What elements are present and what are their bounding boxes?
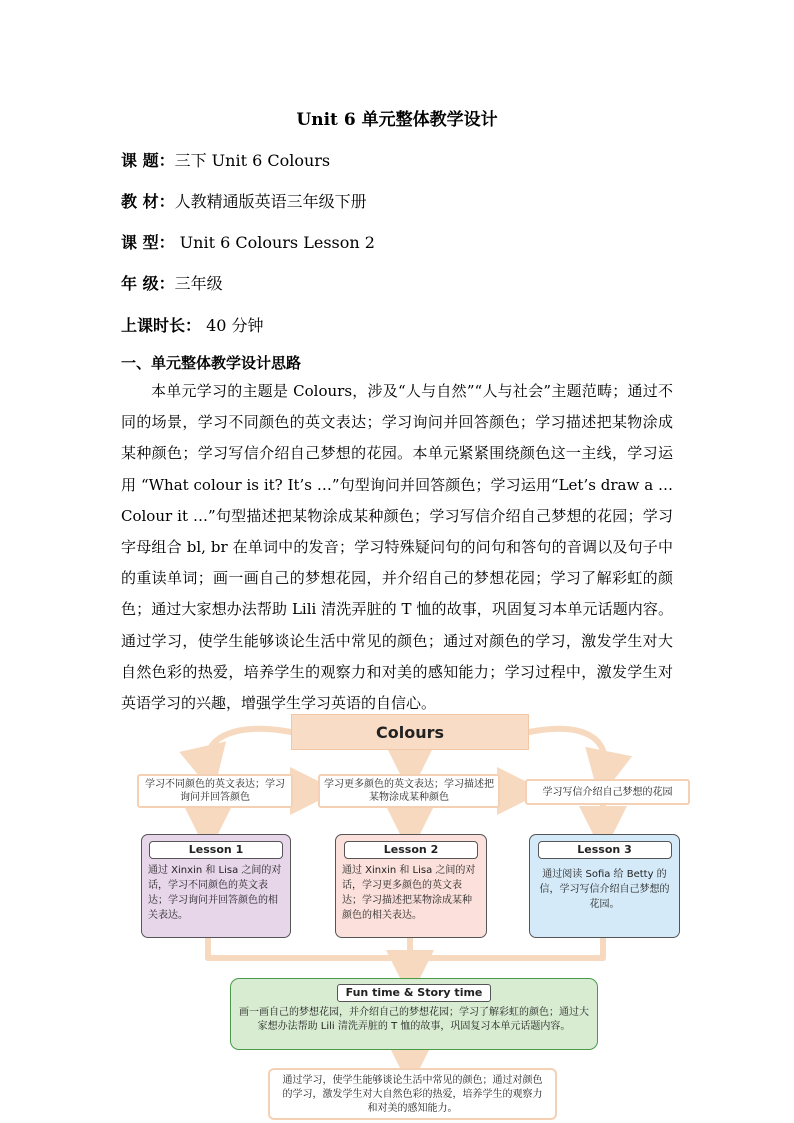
lesson-2-box	[335, 834, 487, 938]
lesson-3-title: Lesson 3	[538, 841, 672, 859]
meta-duration	[121, 313, 264, 336]
lesson-3-box	[529, 834, 680, 938]
lesson-2-text: 通过 Xinxin 和 Lisa 之间的对话，学习更多颜色的英文表达；学习描述把某物涂成某种颜色的相关表达。	[342, 865, 476, 921]
fun-time-text: 画一画自己的梦想花园，并介绍自己的梦想花园；学习了解彩虹的颜色；通过大家想办法帮助 Lili 清洗弄脏的 T 恤的故事，巩固复习本单元话题内容。	[239, 1007, 589, 1032]
goal-box: 通过学习，使学生能够谈论生活中常见的颜色；通过对颜色的学习，激发学生对大自然色彩的热爱，培养学生的观察力和对美的感知能力。	[268, 1068, 557, 1120]
meta-subject-label: 课 题：	[121, 151, 175, 170]
meta-grade	[121, 271, 223, 294]
meta-subject	[121, 148, 330, 171]
meta-textbook-value: 人教精通版英语三年级下册	[174, 192, 367, 211]
connector-left-arc	[207, 729, 291, 770]
document-title: Unit 6 单元整体教学设计	[296, 110, 498, 130]
meta-grade-value: 三年级	[174, 274, 223, 293]
lesson-1-title: Lesson 1	[149, 841, 283, 859]
diagram-center-colours: Colours	[291, 714, 529, 750]
meta-type-value: Unit 6 Colours Lesson 2	[174, 233, 375, 252]
meta-type	[121, 230, 375, 253]
meta-textbook	[121, 189, 367, 212]
diagram-summary-2: 学习更多颜色的英文表达；学习描述把某物涂成某种颜色	[318, 774, 500, 808]
meta-subject-value: 三下 Unit 6 Colours	[174, 151, 331, 170]
meta-duration-value: 40 分钟	[201, 316, 264, 335]
body-paragraph: 本单元学习的主题是 Colours，涉及“人与自然”“人与社会”主题范畴；通过不同的场景，学习不同颜色的英文表达；学习询问并回答颜色；学习描述把某物涂成某种颜色；学习写信介绍自己梦想的花园。本单元紧紧围绕颜色这一主线，学习运用 “What colour is it? It’s …”句型询问并回答颜色；学习运用“Let’s draw a … Colour it …”句型描述把某物涂成某种颜色；学习写信介绍自己梦想的花园；学习字母组合 bl, br 在单词中的发音；学习特殊疑问句的问句和答句的音调以及句子中的重读单词；画一画自己的梦想花园，并介绍自己的梦想花园；学习了解彩虹的颜色；通过大家想办法帮助 Lili 清洗弄脏的 T 恤的故事，巩固复习本单元话题内容。通过学习，使学生能够谈论生活中常见的颜色；通过对颜色的学习，激发学生对大自然色彩的热爱，培养学生的观察力和对美的感知能力；学习过程中，激发学生对英语学习的兴趣，增强学生学习英语的自信心。	[121, 382, 673, 713]
section-heading: 一、单元整体教学设计思路	[121, 354, 302, 372]
fun-time-title: Fun time & Story time	[337, 984, 492, 1002]
connector-right-arc	[529, 729, 605, 775]
meta-textbook-label: 教 材：	[121, 192, 175, 211]
lesson-2-title: Lesson 2	[344, 841, 478, 859]
fun-time-box	[230, 978, 598, 1050]
lesson-1-box	[141, 834, 291, 938]
lesson-1-text: 通过 Xinxin 和 Lisa 之间的对话，学习不同颜色的英文表达；学习询问并回答颜色的相关表达。	[148, 865, 282, 921]
meta-duration-label: 上课时长：	[121, 316, 202, 335]
meta-type-label: 课 型：	[121, 233, 175, 252]
lesson-3-text: 通过阅读 Sofia 给 Betty 的信，学习写信介绍自己梦想的花园。	[539, 869, 670, 910]
meta-grade-label: 年 级：	[121, 274, 175, 293]
diagram-summary-3: 学习写信介绍自己梦想的花园	[525, 779, 690, 805]
diagram-summary-1: 学习不同颜色的英文表达；学习询问并回答颜色	[137, 774, 293, 808]
